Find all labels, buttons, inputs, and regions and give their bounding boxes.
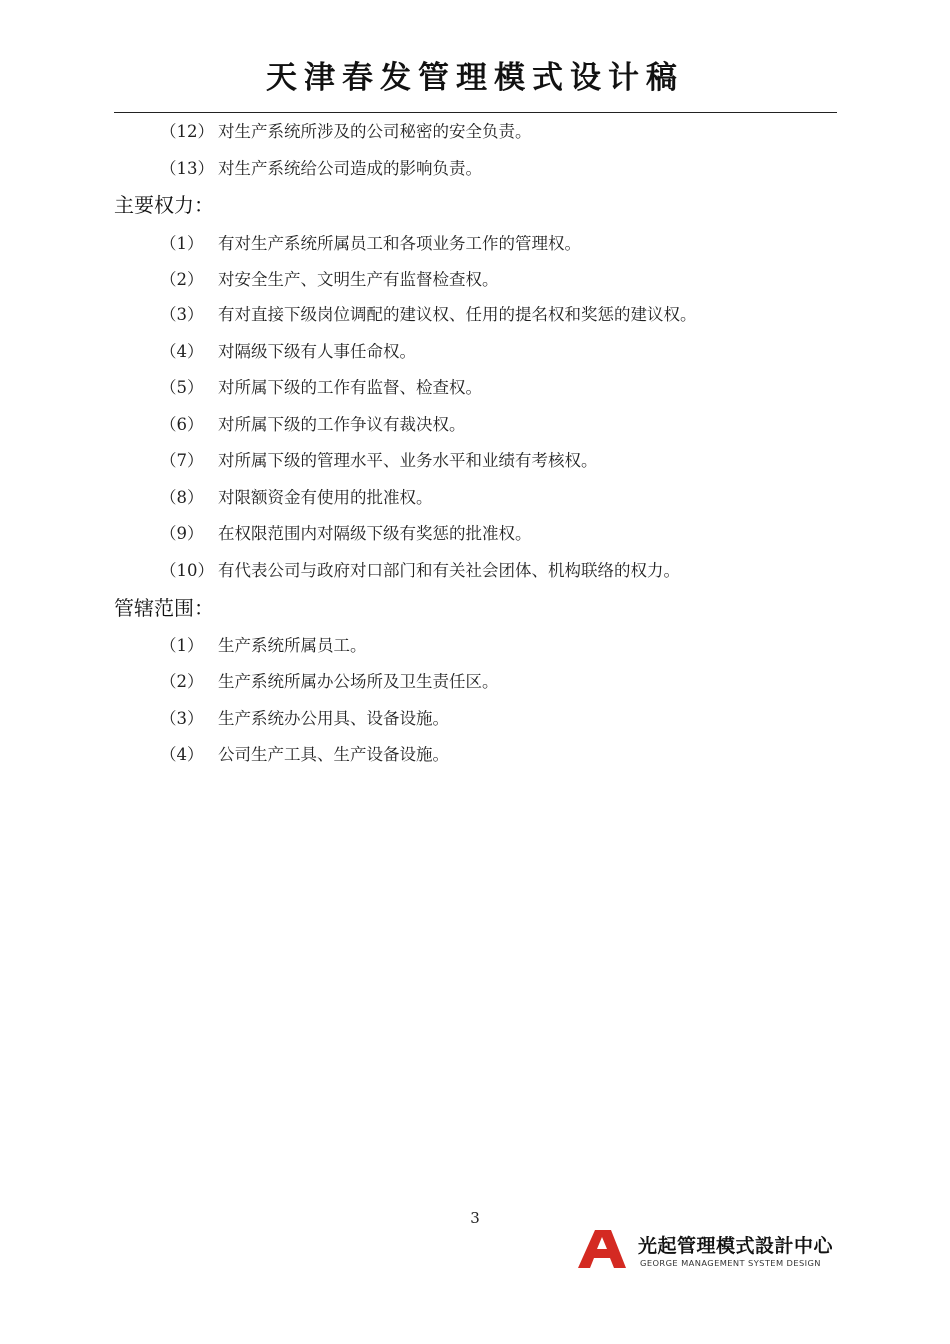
header-divider xyxy=(114,112,837,113)
item-text: 对生产系统所涉及的公司秘密的安全负责。 xyxy=(218,122,532,141)
item-text: 对所属下级的工作争议有裁决权。 xyxy=(218,415,466,434)
logo-chinese-name: 光起管理模式設計中心 xyxy=(638,1235,834,1257)
item-text: 对限额资金有使用的批准权。 xyxy=(218,488,433,507)
item-text: 有对生产系统所属员工和各项业务工作的管理权。 xyxy=(218,234,581,253)
item-text: 生产系统所属办公场所及卫生责任区。 xyxy=(218,672,499,691)
item-text: 在权限范围内对隔级下级有奖惩的批准权。 xyxy=(218,524,532,543)
item-number: （6） xyxy=(160,415,204,434)
section-heading-jurisdiction: 管辖范围： xyxy=(114,596,214,620)
item-text: 对安全生产、文明生产有监督检查权。 xyxy=(218,270,499,289)
logo-english-name: GEORGE MANAGEMENT SYSTEM DESIGN xyxy=(640,1258,821,1268)
logo-a-mark-icon xyxy=(576,1228,630,1270)
item-number: （1） xyxy=(160,234,204,253)
item-text: 生产系统所属员工。 xyxy=(218,636,367,655)
item-number: （7） xyxy=(160,451,204,470)
item-number: （12） xyxy=(160,122,214,141)
item-text: 公司生产工具、生产设备设施。 xyxy=(218,745,449,764)
item-text: 对隔级下级有人事任命权。 xyxy=(218,342,416,361)
company-logo xyxy=(576,1228,838,1272)
item-text: 对所属下级的管理水平、业务水平和业绩有考核权。 xyxy=(218,451,598,470)
page-number: 3 xyxy=(470,1209,480,1227)
item-text: 对生产系统给公司造成的影响负责。 xyxy=(218,159,482,178)
item-text: 有代表公司与政府对口部门和有关社会团体、机构联络的权力。 xyxy=(218,561,680,580)
item-number: （2） xyxy=(160,270,204,289)
item-number: （2） xyxy=(160,672,204,691)
item-number: （3） xyxy=(160,305,204,324)
item-text: 有对直接下级岗位调配的建议权、任用的提名权和奖惩的建议权。 xyxy=(218,305,697,324)
item-text: 对所属下级的工作有监督、检查权。 xyxy=(218,378,482,397)
item-number: （5） xyxy=(160,378,204,397)
item-number: （10） xyxy=(160,561,214,580)
item-number: （4） xyxy=(160,745,204,764)
item-number: （13） xyxy=(160,159,214,178)
item-number: （3） xyxy=(160,709,204,728)
item-number: （4） xyxy=(160,342,204,361)
document-header-title: 天津春发管理模式设计稿 xyxy=(266,60,684,96)
item-text: 生产系统办公用具、设备设施。 xyxy=(218,709,449,728)
section-heading-powers: 主要权力： xyxy=(114,193,214,217)
logo-a-shape xyxy=(578,1230,626,1268)
item-number: （9） xyxy=(160,524,204,543)
item-number: （8） xyxy=(160,488,204,507)
item-number: （1） xyxy=(160,636,204,655)
